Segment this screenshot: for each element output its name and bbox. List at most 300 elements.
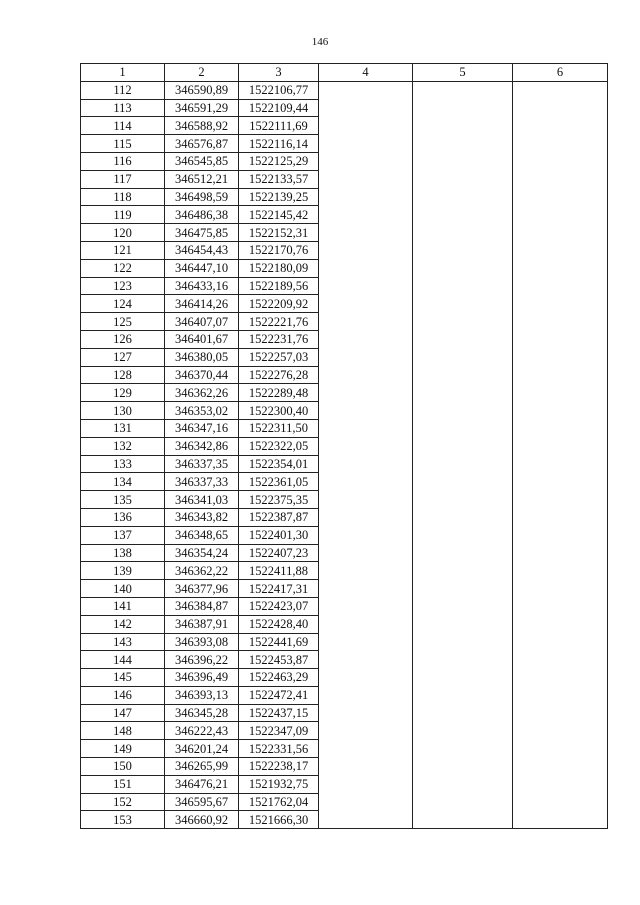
empty-cell [319,330,413,348]
point-number-cell: 123 [81,277,165,295]
empty-cell [413,277,513,295]
x-coordinate-cell: 346347,16 [165,419,239,437]
y-coordinate-cell: 1522300,40 [239,402,319,420]
empty-cell [513,686,608,704]
empty-cell [319,295,413,313]
x-coordinate-cell: 346396,49 [165,669,239,687]
empty-cell [319,473,413,491]
table-row [81,669,608,687]
y-coordinate-cell: 1522257,03 [239,348,319,366]
empty-cell [413,704,513,722]
x-coordinate-cell: 346265,99 [165,758,239,776]
empty-cell [513,188,608,206]
empty-cell [319,793,413,811]
empty-cell [513,277,608,295]
empty-cell [513,758,608,776]
empty-cell [319,758,413,776]
empty-cell [319,99,413,117]
table-row [81,81,608,99]
header-row [81,64,608,82]
empty-cell [319,740,413,758]
y-coordinate-cell: 1522441,69 [239,633,319,651]
empty-cell [319,615,413,633]
table-row [81,651,608,669]
x-coordinate-cell: 346433,16 [165,277,239,295]
x-coordinate-cell: 346512,21 [165,170,239,188]
x-coordinate-cell: 346590,89 [165,81,239,99]
empty-cell [513,135,608,153]
x-coordinate-cell: 346337,35 [165,455,239,473]
table-row [81,402,608,420]
point-number-cell: 132 [81,437,165,455]
empty-cell [513,811,608,829]
empty-cell [413,473,513,491]
point-number-cell: 128 [81,366,165,384]
empty-cell [319,81,413,99]
point-number-cell: 138 [81,544,165,562]
empty-cell [513,669,608,687]
point-number-cell: 118 [81,188,165,206]
empty-cell [413,206,513,224]
y-coordinate-cell: 1522428,40 [239,615,319,633]
table-row [81,366,608,384]
y-coordinate-cell: 1522111,69 [239,117,319,135]
empty-cell [513,366,608,384]
y-coordinate-cell: 1522347,09 [239,722,319,740]
point-number-cell: 149 [81,740,165,758]
empty-cell [319,135,413,153]
empty-cell [513,508,608,526]
table-row [81,135,608,153]
table-row [81,384,608,402]
column-header: 5 [413,64,513,82]
x-coordinate-cell: 346454,43 [165,241,239,259]
point-number-cell: 147 [81,704,165,722]
table-row [81,259,608,277]
point-number-cell: 120 [81,224,165,242]
empty-cell [319,580,413,598]
point-number-cell: 116 [81,152,165,170]
empty-cell [513,651,608,669]
empty-cell [319,348,413,366]
y-coordinate-cell: 1522289,48 [239,384,319,402]
y-coordinate-cell: 1522209,92 [239,295,319,313]
empty-cell [319,206,413,224]
empty-cell [319,704,413,722]
point-number-cell: 119 [81,206,165,224]
empty-cell [413,348,513,366]
table-row [81,722,608,740]
empty-cell [413,313,513,331]
y-coordinate-cell: 1521762,04 [239,793,319,811]
empty-cell [413,758,513,776]
empty-cell [319,491,413,509]
empty-cell [413,81,513,99]
empty-cell [319,669,413,687]
empty-cell [413,366,513,384]
empty-cell [513,152,608,170]
empty-cell [513,206,608,224]
empty-cell [319,241,413,259]
y-coordinate-cell: 1522322,05 [239,437,319,455]
empty-cell [513,117,608,135]
empty-cell [319,402,413,420]
empty-cell [513,402,608,420]
point-number-cell: 117 [81,170,165,188]
empty-cell [413,491,513,509]
x-coordinate-cell: 346341,03 [165,491,239,509]
y-coordinate-cell: 1522238,17 [239,758,319,776]
point-number-cell: 131 [81,419,165,437]
y-coordinate-cell: 1522170,76 [239,241,319,259]
x-coordinate-cell: 346486,38 [165,206,239,224]
y-coordinate-cell: 1522189,56 [239,277,319,295]
empty-cell [513,99,608,117]
empty-cell [513,562,608,580]
page-number: 146 [311,36,329,48]
empty-cell [319,313,413,331]
empty-cell [413,580,513,598]
table-row [81,526,608,544]
empty-cell [319,651,413,669]
table-row [81,170,608,188]
y-coordinate-cell: 1522354,01 [239,455,319,473]
table-row [81,152,608,170]
empty-cell [319,117,413,135]
empty-cell [413,295,513,313]
empty-cell [413,188,513,206]
empty-cell [413,793,513,811]
empty-cell [513,633,608,651]
y-coordinate-cell: 1522361,05 [239,473,319,491]
y-coordinate-cell: 1522145,42 [239,206,319,224]
empty-cell [413,402,513,420]
x-coordinate-cell: 346475,85 [165,224,239,242]
empty-cell [319,152,413,170]
x-coordinate-cell: 346393,08 [165,633,239,651]
table-row [81,686,608,704]
empty-cell [413,455,513,473]
y-coordinate-cell: 1522231,76 [239,330,319,348]
empty-cell [413,526,513,544]
empty-cell [513,704,608,722]
table-row [81,758,608,776]
empty-cell [413,99,513,117]
table-row [81,491,608,509]
x-coordinate-cell: 346591,29 [165,99,239,117]
point-number-cell: 115 [81,135,165,153]
empty-cell [513,330,608,348]
table-row [81,188,608,206]
empty-cell [513,348,608,366]
table-row [81,348,608,366]
point-number-cell: 148 [81,722,165,740]
empty-cell [319,277,413,295]
y-coordinate-cell: 1522311,50 [239,419,319,437]
empty-cell [513,313,608,331]
point-number-cell: 153 [81,811,165,829]
empty-cell [413,597,513,615]
point-number-cell: 151 [81,775,165,793]
column-header: 6 [513,64,608,82]
empty-cell [319,526,413,544]
table-row [81,295,608,313]
point-number-cell: 143 [81,633,165,651]
point-number-cell: 145 [81,669,165,687]
empty-cell [413,686,513,704]
point-number-cell: 129 [81,384,165,402]
x-coordinate-cell: 346384,87 [165,597,239,615]
empty-cell [413,775,513,793]
empty-cell [513,580,608,598]
x-coordinate-cell: 346348,65 [165,526,239,544]
y-coordinate-cell: 1522109,44 [239,99,319,117]
x-coordinate-cell: 346353,02 [165,402,239,420]
x-coordinate-cell: 346342,86 [165,437,239,455]
empty-cell [319,259,413,277]
x-coordinate-cell: 346401,67 [165,330,239,348]
table-row [81,704,608,722]
empty-cell [319,384,413,402]
empty-cell [413,544,513,562]
table-row [81,793,608,811]
empty-cell [413,651,513,669]
y-coordinate-cell: 1522437,15 [239,704,319,722]
empty-cell [319,419,413,437]
empty-cell [413,152,513,170]
empty-cell [413,224,513,242]
y-coordinate-cell: 1522401,30 [239,526,319,544]
x-coordinate-cell: 346362,22 [165,562,239,580]
empty-cell [513,597,608,615]
empty-cell [513,224,608,242]
point-number-cell: 121 [81,241,165,259]
x-coordinate-cell: 346343,82 [165,508,239,526]
empty-cell [319,597,413,615]
point-number-cell: 125 [81,313,165,331]
table-body [81,81,608,828]
table-row [81,633,608,651]
empty-cell [413,740,513,758]
x-coordinate-cell: 346588,92 [165,117,239,135]
empty-cell [319,437,413,455]
x-coordinate-cell: 346498,59 [165,188,239,206]
x-coordinate-cell: 346414,26 [165,295,239,313]
x-coordinate-cell: 346222,43 [165,722,239,740]
empty-cell [319,544,413,562]
y-coordinate-cell: 1522417,31 [239,580,319,598]
empty-cell [413,437,513,455]
y-coordinate-cell: 1522387,87 [239,508,319,526]
point-number-cell: 127 [81,348,165,366]
empty-cell [513,437,608,455]
point-number-cell: 134 [81,473,165,491]
y-coordinate-cell: 1522106,77 [239,81,319,99]
table-row [81,740,608,758]
table-row [81,330,608,348]
point-number-cell: 113 [81,99,165,117]
empty-cell [513,170,608,188]
point-number-cell: 122 [81,259,165,277]
empty-cell [513,526,608,544]
table-row [81,775,608,793]
y-coordinate-cell: 1522407,23 [239,544,319,562]
table-row [81,811,608,829]
y-coordinate-cell: 1522423,07 [239,597,319,615]
empty-cell [413,330,513,348]
empty-cell [413,259,513,277]
point-number-cell: 124 [81,295,165,313]
x-coordinate-cell: 346660,92 [165,811,239,829]
point-number-cell: 141 [81,597,165,615]
x-coordinate-cell: 346201,24 [165,740,239,758]
x-coordinate-cell: 346476,21 [165,775,239,793]
empty-cell [319,775,413,793]
x-coordinate-cell: 346576,87 [165,135,239,153]
empty-cell [413,562,513,580]
empty-cell [413,669,513,687]
table-row [81,117,608,135]
y-coordinate-cell: 1522453,87 [239,651,319,669]
point-number-cell: 130 [81,402,165,420]
empty-cell [513,259,608,277]
empty-cell [513,544,608,562]
y-coordinate-cell: 1521932,75 [239,775,319,793]
y-coordinate-cell: 1522463,29 [239,669,319,687]
x-coordinate-cell: 346354,24 [165,544,239,562]
y-coordinate-cell: 1522331,56 [239,740,319,758]
empty-cell [513,384,608,402]
table-row [81,206,608,224]
y-coordinate-cell: 1522221,76 [239,313,319,331]
table-row [81,224,608,242]
y-coordinate-cell: 1522472,41 [239,686,319,704]
point-number-cell: 140 [81,580,165,598]
x-coordinate-cell: 346545,85 [165,152,239,170]
point-number-cell: 139 [81,562,165,580]
empty-cell [513,615,608,633]
x-coordinate-cell: 346377,96 [165,580,239,598]
empty-cell [513,455,608,473]
point-number-cell: 114 [81,117,165,135]
x-coordinate-cell: 346345,28 [165,704,239,722]
table-row [81,419,608,437]
y-coordinate-cell: 1522375,35 [239,491,319,509]
coordinates-table [80,63,608,829]
x-coordinate-cell: 346362,26 [165,384,239,402]
column-header: 1 [81,64,165,82]
table-row [81,473,608,491]
point-number-cell: 135 [81,491,165,509]
empty-cell [413,615,513,633]
x-coordinate-cell: 346380,05 [165,348,239,366]
empty-cell [319,722,413,740]
empty-cell [319,686,413,704]
table-row [81,580,608,598]
point-number-cell: 144 [81,651,165,669]
empty-cell [413,384,513,402]
x-coordinate-cell: 346595,67 [165,793,239,811]
empty-cell [319,455,413,473]
empty-cell [513,241,608,259]
empty-cell [513,491,608,509]
x-coordinate-cell: 346407,07 [165,313,239,331]
point-number-cell: 137 [81,526,165,544]
table-row [81,277,608,295]
point-number-cell: 136 [81,508,165,526]
empty-cell [319,811,413,829]
empty-cell [413,633,513,651]
point-number-cell: 150 [81,758,165,776]
empty-cell [319,366,413,384]
table-row [81,313,608,331]
table-row [81,99,608,117]
point-number-cell: 142 [81,615,165,633]
y-coordinate-cell: 1522411,88 [239,562,319,580]
empty-cell [319,562,413,580]
y-coordinate-cell: 1522180,09 [239,259,319,277]
empty-cell [413,170,513,188]
column-header: 2 [165,64,239,82]
y-coordinate-cell: 1522116,14 [239,135,319,153]
empty-cell [319,188,413,206]
x-coordinate-cell: 346387,91 [165,615,239,633]
empty-cell [319,224,413,242]
empty-cell [413,241,513,259]
x-coordinate-cell: 346370,44 [165,366,239,384]
empty-cell [513,295,608,313]
y-coordinate-cell: 1522276,28 [239,366,319,384]
column-header: 3 [239,64,319,82]
empty-cell [413,508,513,526]
x-coordinate-cell: 346447,10 [165,259,239,277]
table-row [81,615,608,633]
point-number-cell: 152 [81,793,165,811]
x-coordinate-cell: 346396,22 [165,651,239,669]
empty-cell [513,740,608,758]
empty-cell [319,170,413,188]
point-number-cell: 112 [81,81,165,99]
empty-cell [413,117,513,135]
table-row [81,455,608,473]
point-number-cell: 133 [81,455,165,473]
table-row [81,597,608,615]
empty-cell [319,508,413,526]
y-coordinate-cell: 1521666,30 [239,811,319,829]
empty-cell [413,811,513,829]
empty-cell [413,135,513,153]
empty-cell [413,722,513,740]
table-row [81,562,608,580]
empty-cell [513,793,608,811]
empty-cell [513,419,608,437]
empty-cell [413,419,513,437]
column-header: 4 [319,64,413,82]
y-coordinate-cell: 1522152,31 [239,224,319,242]
x-coordinate-cell: 346393,13 [165,686,239,704]
table-row [81,437,608,455]
empty-cell [319,633,413,651]
table-row [81,241,608,259]
table-row [81,544,608,562]
y-coordinate-cell: 1522133,57 [239,170,319,188]
y-coordinate-cell: 1522125,29 [239,152,319,170]
empty-cell [513,722,608,740]
empty-cell [513,81,608,99]
empty-cell [513,775,608,793]
x-coordinate-cell: 346337,33 [165,473,239,491]
empty-cell [513,473,608,491]
